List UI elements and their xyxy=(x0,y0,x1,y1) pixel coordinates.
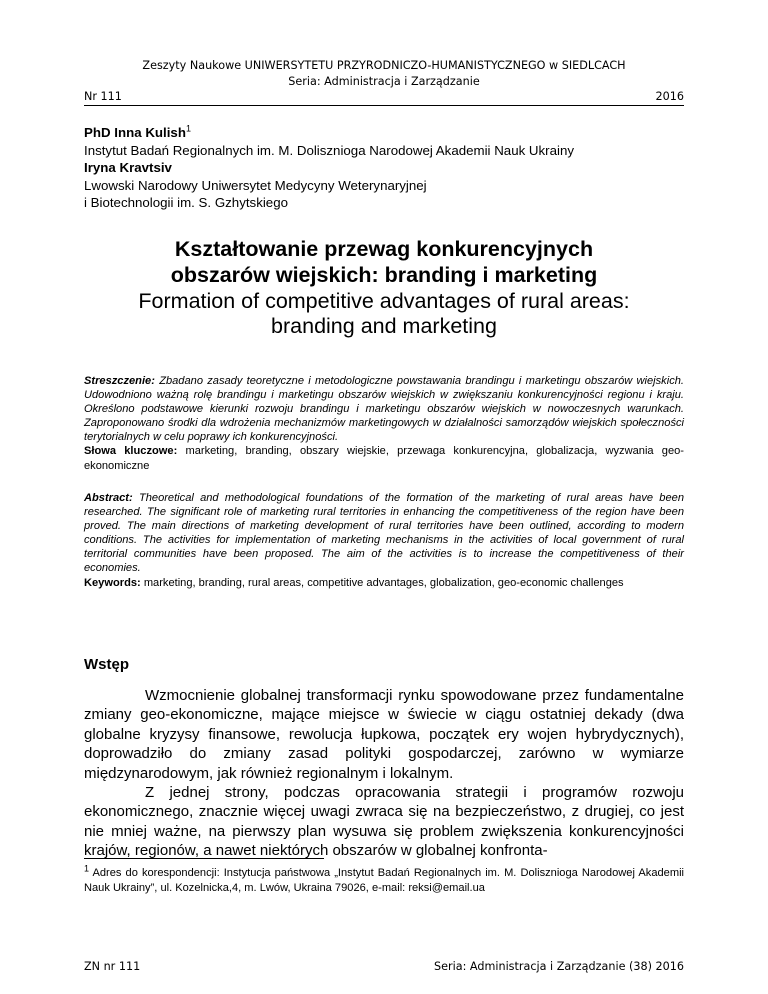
issue-number: Nr 111 xyxy=(84,90,122,103)
author-block xyxy=(84,124,684,212)
issue-row xyxy=(84,90,684,103)
title-polish xyxy=(84,236,684,288)
footer-right: Seria: Administracja i Zarządzanie (38) 2016 xyxy=(434,960,684,973)
author-2-affiliation-line1: Lwowski Narodowy Uniwersytet Medycyny Weterynaryjnej xyxy=(84,177,427,193)
abstract-english xyxy=(84,491,684,590)
footnote-number: 1 xyxy=(84,863,90,874)
abstract-en-text: Theoretical and methodological foundations of the formation of the marketing of rural areas have been researched. The significant role of marketing rural territories in enhancing the competitiveness of the region have been proved. The main directions of marketing development of rural territories have been outlined, according to modern conditions. The activities for implementation of marketing mechanisms in the activities of local government of rural territorial communities have been proposed. The aim of the activities is to increase the competitiveness of their economies. xyxy=(84,492,684,575)
running-header xyxy=(84,58,684,90)
title-english-line2: branding and marketing xyxy=(271,314,497,338)
title-block xyxy=(84,236,684,339)
footnote-ref: 1 xyxy=(185,123,191,134)
title-english-line1: Formation of competitive advantages of rural areas: xyxy=(138,289,630,313)
paragraph-1: Wzmocnienie globalnej transformacji rynku spowodowane przez fundamentalne zmiany geo-ekonomiczne, mające miejsce w świecie w ciągu ostatniej dekady (dwa globalne kryzysy finansowe, rewolucja łupkowa, początek ery wojen hybrydycznych), doprowadziło do zmiany zasad polityki gospodarczej, zarówno w wymiarze międzynarodowym, jak również regionalnym i lokalnym. xyxy=(84,687,684,782)
title-english xyxy=(84,289,684,339)
author-1-affiliation: Instytut Badań Regionalnych im. M. Dolisznioga Narodowej Akademii Nauk Ukrainy xyxy=(84,142,574,158)
journal-series: Seria: Administracja i Zarządzanie xyxy=(288,75,480,88)
journal-name: Zeszyty Naukowe UNIWERSYTETU PRZYRODNICZO-HUMANISTYCZNEGO w SIEDLCACH xyxy=(142,59,626,72)
section-heading-intro: Wstęp xyxy=(84,656,129,673)
author-2-name: Iryna Kravtsiv xyxy=(84,160,172,175)
abstract-en-label: Abstract: xyxy=(84,492,133,504)
keywords-pl-label: Słowa kluczowe: xyxy=(84,445,178,458)
abstract-pl-label: Streszczenie: xyxy=(84,375,155,387)
abstract-polish xyxy=(84,374,684,473)
footnote xyxy=(84,863,684,896)
author-1-name: PhD Inna Kulish xyxy=(84,125,186,140)
issue-year: 2016 xyxy=(655,90,684,103)
author-2-affiliation-line2: i Biotechnologii im. S. Gzhytskiego xyxy=(84,195,288,210)
footer-left: ZN nr 111 xyxy=(84,960,141,973)
keywords-en-text: marketing, branding, rural areas, competitive advantages, globalization, geo-economic challenges xyxy=(143,576,624,589)
footnote-rule xyxy=(84,858,324,859)
title-polish-line1: Kształtowanie przewag konkurencyjnych xyxy=(174,237,594,261)
keywords-pl-text: marketing, branding, obszary wiejskie, przewaga konkurencyjna, globalizacja, wyzwania geo-ekonomiczne xyxy=(84,445,684,472)
keywords-en-label: Keywords: xyxy=(84,576,141,589)
footnote-text: Adres do korespondencji: Instytucja państwowa „Instytut Badań Regionalnych im. M. Dolisznioga Narodowej Akademii Nauk Ukrainy”, ul. Kozelnicka,4, m. Lwów, Ukraina 79026, e-mail: reksi@email.ua xyxy=(84,867,684,894)
header-rule xyxy=(84,105,684,106)
title-polish-line2: obszarów wiejskich: branding i marketing xyxy=(170,263,598,287)
body-text xyxy=(84,686,684,861)
abstract-pl-text: Zbadano zasady teoretyczne i metodologiczne powstawania brandingu i marketingu obszarów wiejskich. Udowodniono ważną rolę brandingu i marketingu obszarów wiejskich w zwiększaniu konkurencyjności regionu i kraju. Określono podstawowe kierunki rozwoju brandingu i marketingu obszarów wiejskich w nowoczesnych warunkach. Zaproponowano środki dla wdrożenia mechanizmów marketingowych w działalności samorządów wiejskich społeczności terytorialnych w celu poprawy ich konkurencyjności. xyxy=(84,375,684,444)
paragraph-2: Z jednej strony, podczas opracowania strategii i programów rozwoju ekonomicznego, znacznie więcej uwagi zwraca się na bezpieczeństwo, z drugiej, co jest nie mniej ważne, na pierwszy plan wysuwa się problem zwiększenia konkurencyjności krajów, regionów, a nawet niektórych obszarów w globalnej konfronta- xyxy=(84,784,684,860)
running-footer xyxy=(84,960,684,973)
